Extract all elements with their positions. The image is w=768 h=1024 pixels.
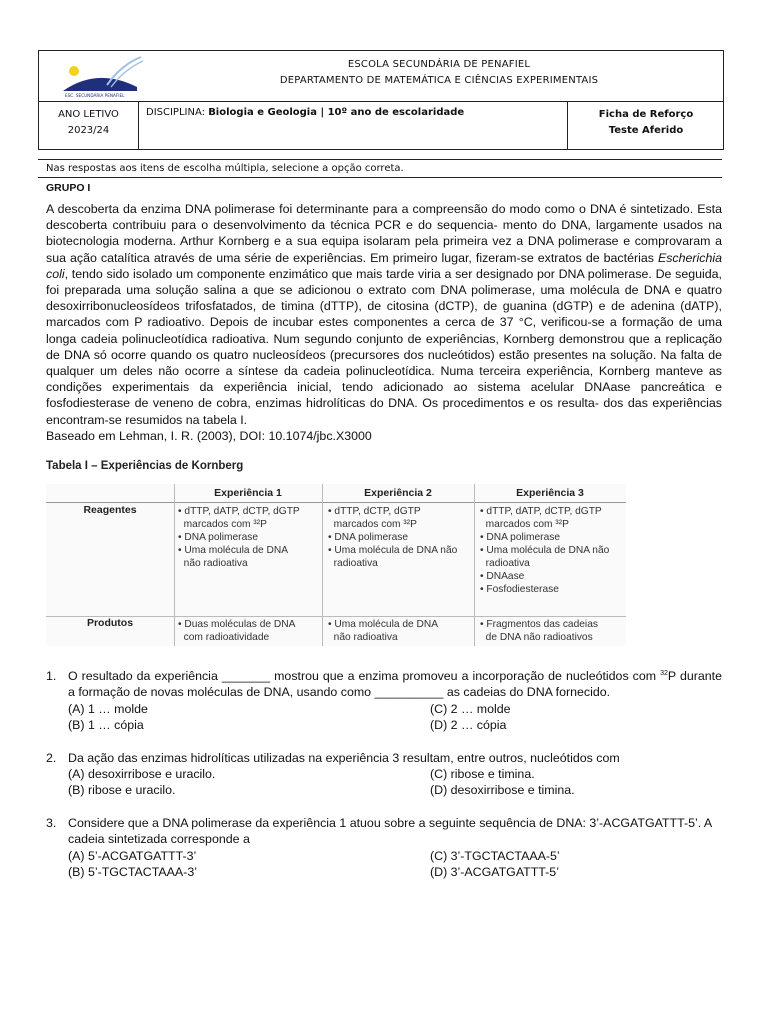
table-cell-line: • dTTP, dATP, dCTP, dGTP bbox=[178, 506, 300, 517]
kornberg-table bbox=[46, 484, 626, 646]
table-cell-line: não radioativa bbox=[328, 632, 398, 643]
discipline-value: Biologia e Geologia | 10º ano de escolaridade bbox=[208, 107, 465, 118]
products-exp2 bbox=[328, 618, 438, 644]
instructions: Nas respostas aos itens de escolha múltipla, selecione a opção correta. bbox=[46, 163, 404, 174]
stem-part-a: O resultado da experiência _______ mostrou que a enzima promoveu a incorporação de nucleótidos com bbox=[68, 669, 661, 683]
intro-text bbox=[46, 201, 722, 444]
question-number: 2. bbox=[46, 751, 57, 765]
option-b[interactable]: (B) 5’-TGCTACTAAA-3’ bbox=[68, 865, 197, 879]
header-top bbox=[39, 51, 723, 102]
school-name: ESCOLA SECUNDÁRIA DE PENAFIEL bbox=[347, 59, 531, 70]
option-d[interactable]: (D) desoxirribose e timina. bbox=[430, 783, 575, 797]
reagents-exp2 bbox=[328, 505, 457, 570]
table-vline-2 bbox=[322, 484, 323, 646]
table-cell-line: com radioatividade bbox=[178, 632, 270, 643]
row-label-reagents: Reagentes bbox=[83, 504, 137, 516]
group-title: GRUPO I bbox=[46, 182, 91, 194]
intro-source: Baseado em Lehman, I. R. (2003), DOI: 10.1074/jbc.X3000 bbox=[46, 428, 372, 443]
option-b[interactable]: (B) 1 … cópia bbox=[68, 718, 144, 732]
intro-part2: , tendo sido isolado um componente enzimático que mais tarde viria a ser designado por DNA polimerase. De seguida, foi preparada uma solução salina a que se adicionou o extrato com DNA polimerase, uma molécula de DNA e quatro desoxirribonucleosídeos trifosfatados, de timina (dTTP), de citosina (dCTP), de guanina (dGTP) e de adenina (dATP), marcados com P radioativo. Depois de incubar estes componentes a cerca de 37 °C, verificou-se a formação de uma longa cadeia polinucleotídica radioativa. Num segundo conjunto de experiências, Kornberg demonstrou que a replicação de DNA só ocorre quando os quatro nucleosídeos (precursores dos nucleótidos) estão presentes na solução. Na falta de qualquer um deles não ocorre a síntese da cadeia polinucleotídica. Numa terceira experiência, Kornberg manteve as condições experimentais da experiência inicial, tendo adicionado ao sistema acelular DNAase pancreática e fosfodiesterase de veneno de cobra, enzimas hidrolíticas do DNA. Os procedimentos e os resulta- dos das experiências encontram-se resumidos na tabela I. bbox=[46, 266, 722, 427]
table-cell-line: • DNA polimerase bbox=[178, 532, 259, 543]
question-stem: Da ação das enzimas hidrolíticas utilizadas na experiência 3 resultam, entre outros, nucleótidos com bbox=[68, 751, 620, 765]
table-cell-line: • Fragmentos das cadeias bbox=[480, 619, 598, 630]
table-cell-line: radioativa bbox=[328, 558, 378, 569]
table-header-exp2: Experiência 2 bbox=[364, 487, 432, 499]
option-a[interactable]: (A) desoxirribose e uracilo. bbox=[68, 767, 216, 781]
option-c[interactable]: (C) ribose e timina. bbox=[430, 767, 535, 781]
logo-text: ESC. SECUNDÁRIA PENAFIEL bbox=[65, 93, 125, 98]
table-title: Tabela I – Experiências de Kornberg bbox=[46, 460, 244, 472]
sheet-type-cell bbox=[569, 101, 723, 149]
reagents-exp1 bbox=[178, 505, 300, 570]
option-d[interactable]: (D) 3’-ACGATGATTT-5’ bbox=[430, 865, 559, 879]
table-cell-line: • Uma molécula de DNA não bbox=[480, 545, 610, 556]
year-value: 2023/24 bbox=[67, 125, 110, 136]
table-cell-line: não radioativa bbox=[178, 558, 248, 569]
table-cell-line: • dTTP, dATP, dCTP, dGTP bbox=[480, 506, 602, 517]
question-stem bbox=[68, 668, 722, 700]
table-cell-line: de DNA não radioativos bbox=[480, 632, 593, 643]
department-name: DEPARTAMENTO DE MATEMÁTICA E CIÊNCIAS EXPERIMENTAIS bbox=[279, 75, 599, 86]
year-label: ANO LETIVO bbox=[58, 109, 119, 120]
stem-part-b: P durante a formação de novas moléculas de DNA, usando como __________ as cadeias do DNA fornecido. bbox=[68, 669, 722, 700]
option-a[interactable]: (A) 5’-ACGATGATTT-3’ bbox=[68, 849, 197, 863]
table-header-exp3: Experiência 3 bbox=[516, 487, 584, 499]
school-logo bbox=[57, 55, 145, 99]
school-block bbox=[169, 57, 709, 89]
products-exp3 bbox=[480, 618, 598, 644]
option-b[interactable]: (B) ribose e uracilo. bbox=[68, 783, 176, 797]
products-exp1 bbox=[178, 618, 295, 644]
row-label-products: Produtos bbox=[86, 617, 134, 629]
discipline-cell bbox=[140, 101, 568, 149]
table-cell-line: • DNA polimerase bbox=[328, 532, 409, 543]
question-1 bbox=[46, 668, 722, 732]
table-cell-line: marcados com ³²P bbox=[480, 519, 569, 530]
option-c[interactable]: (C) 2 … molde bbox=[430, 702, 511, 716]
option-a[interactable]: (A) 1 … molde bbox=[68, 702, 148, 716]
stem-superscript: 32 bbox=[660, 669, 668, 677]
option-c[interactable]: (C) 3’-TGCTACTAAA-5’ bbox=[430, 849, 560, 863]
table-cell-line: • Uma molécula de DNA bbox=[328, 619, 439, 630]
sheet-type: Ficha de Reforço bbox=[598, 109, 694, 120]
question-3 bbox=[46, 815, 722, 881]
question-number: 3. bbox=[46, 816, 57, 830]
intro-paragraph bbox=[46, 201, 722, 428]
table-cell-line: • Uma molécula de DNA bbox=[178, 545, 289, 556]
intro-part1: A descoberta da enzima DNA polimerase foi determinante para a compreensão do modo como o DNA é sintetizado. Esta descoberta contribuiu para o desenvolvimento da técnica PCR e do sequencia- mento do DNA, largamente usados na biotecnologia moderna. Arthur Kornberg e a sua equipa isolaram pela primeira vez a DNA polimerase e comprovaram a sua ação catalítica através de uma série de experiências. Em primeiro lugar, fizeram-se extratos de bactérias bbox=[46, 202, 722, 265]
sheet-subtitle: Teste Aferido bbox=[608, 125, 684, 136]
table-header-exp1: Experiência 1 bbox=[214, 487, 282, 499]
question-2 bbox=[46, 750, 722, 800]
table-vline-3 bbox=[474, 484, 475, 646]
school-year-cell bbox=[39, 101, 139, 149]
discipline-label: DISCIPLINA: bbox=[146, 107, 205, 118]
table-cell-line: marcados com ³²P bbox=[178, 519, 267, 530]
table-vline-1 bbox=[174, 484, 175, 646]
intro-italic: Escherichia coli bbox=[46, 250, 722, 281]
table-cell-line: radioativa bbox=[480, 558, 530, 569]
table-cell-line: • DNA polimerase bbox=[480, 532, 561, 543]
table-cell-line: • Uma molécula de DNA não bbox=[328, 545, 458, 556]
table-cell-line: • dTTP, dCTP, dGTP bbox=[328, 506, 421, 517]
table-cell-line: • Fosfodiesterase bbox=[480, 584, 559, 595]
rule-top bbox=[38, 159, 722, 160]
table-header-line bbox=[46, 502, 626, 503]
table-cell-line: • Duas moléculas de DNA bbox=[178, 619, 296, 630]
option-d[interactable]: (D) 2 … cópia bbox=[430, 718, 507, 732]
reagents-exp3 bbox=[480, 505, 609, 596]
table-cell-line: marcados com ³²P bbox=[328, 519, 417, 530]
rule-bottom bbox=[38, 177, 722, 178]
header-box bbox=[38, 50, 724, 150]
table-cell-line: • DNAase bbox=[480, 571, 525, 582]
question-stem: Considere que a DNA polimerase da experiência 1 atuou sobre a seguinte sequência de DNA: 3’-ACGATGATTT-5’. A cadeia sintetizada corresponde a bbox=[68, 816, 712, 847]
question-number: 1. bbox=[46, 669, 57, 683]
